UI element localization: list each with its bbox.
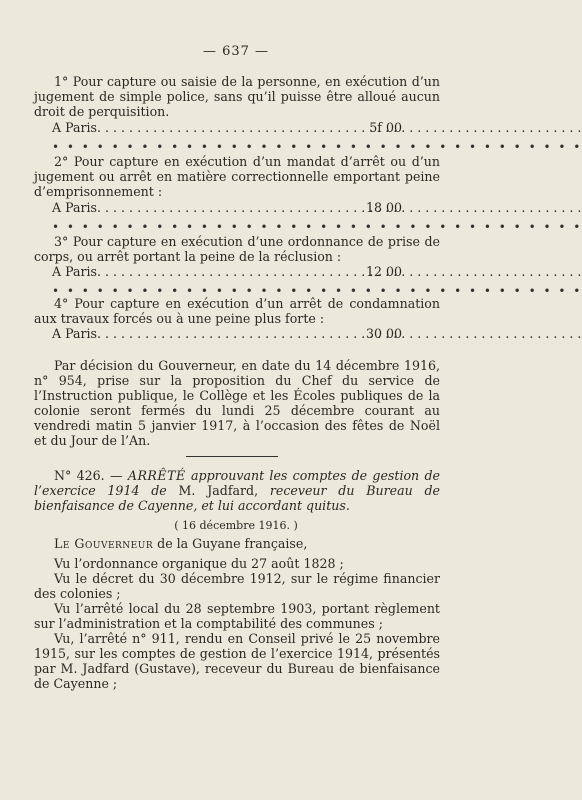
arrete-heading [34,468,440,513]
considerant-2: Vu le décret du 30 décembre 1912, sur le régime financier des colonies ; [34,571,440,601]
separator: • • • • • • • • • • • • • • • • • • • • • • • • • • • • • • • • • • • • [52,140,582,154]
considerant-3: Vu l’arrêté local du 28 septembre 1903, portant règlement sur l’administration et la comptabilité des communes ; [34,601,440,631]
arrete-receiver-name: M. Jadfard, [178,483,259,498]
dot-leader [97,200,581,215]
arrete-number: N° 426. [54,468,105,483]
dot-leader [97,120,581,135]
tariff-item-1-location: A Paris [52,120,98,135]
tariff-item-3-text: 3° Pour capture en exécution d’une ordonnance de prise de corps, ou arrêt portant la peine de la réclusion : [34,234,440,264]
gouverneur-line [34,536,440,551]
tariff-item-2-location: A Paris [52,200,98,215]
section-divider [186,456,278,457]
tariff-item-1-row [52,120,402,135]
dot-leader [97,326,581,341]
gouverneur-territory: de la Guyane française, [153,536,308,551]
separator: • • • • • • • • • • • • • • • • • • • • • • • • • • • • • • • • • • • • [52,284,582,298]
tariff-item-2-amount: 18 00 [365,200,402,215]
separator: • • • • • • • • • • • • • • • • • • • • • • • • • • • • • • • • • • • • [52,220,582,234]
dot-leader [97,264,581,279]
tariff-item-3-row [52,264,402,279]
considerant-1: Vu l’ordonnance organique du 27 août 1828 ; [54,556,344,571]
decision-paragraph: Par décision du Gouverneur, en date du 14 décembre 1916, n° 954, prise sur la proposition du Chef du service de l’Instruction publique, le Collège et les Écoles publiques de la colonie seront fermés du lundi 25 décembre courant au vendredi matin 5 janvier 1917, à l’occasion des fêtes de Noël et du Jour de l’An. [34,358,440,448]
arrete-dash: — [104,468,128,483]
arrete-title-part-1: approuvant les comptes de gestion de l’exercice 1914 de [34,468,440,498]
tariff-item-3-location: A Paris [52,264,98,279]
arrete-keyword: ARRÊTÉ [127,468,186,483]
arrete-title-part-2: receveur du Bureau de bienfaisance de Cayenne, et lui accordant quitus. [34,483,440,513]
tariff-item-2-row [52,200,402,215]
tariff-item-4-amount: 30 00 [365,326,402,341]
tariff-item-4-location: A Paris [52,326,98,341]
tariff-item-1-amount: 5f 00 [369,120,402,135]
tariff-item-2-text: 2° Pour capture en exécution d’un mandat d’arrêt ou d’un jugement ou arrêt en matière correctionnelle emportant peine d’emprisonnement : [34,154,440,199]
arrete-date: ( 16 décembre 1916. ) [174,519,298,532]
page-number: — 637 — [202,44,270,59]
tariff-item-1-text: 1° Pour capture ou saisie de la personne, en exécution d’un jugement de simple police, sans qu’il puisse être alloué aucun droit de perquisition. [34,74,440,119]
tariff-item-4-text: 4° Pour capture en exécution d’un arrêt de condamnation aux travaux forcés ou à une peine plus forte : [34,296,440,326]
tariff-item-3-amount: 12 00 [365,264,402,279]
considerant-4: Vu, l’arrêté n° 911, rendu en Conseil privé le 25 novembre 1915, sur les comptes de gestion de l’exercice 1914, présentés par M. Jadfard (Gustave), receveur du Bureau de bienfaisance de Cayenne ; [34,631,440,691]
gouverneur-title: Le Gouverneur [54,536,154,551]
tariff-item-4-row [52,326,402,341]
